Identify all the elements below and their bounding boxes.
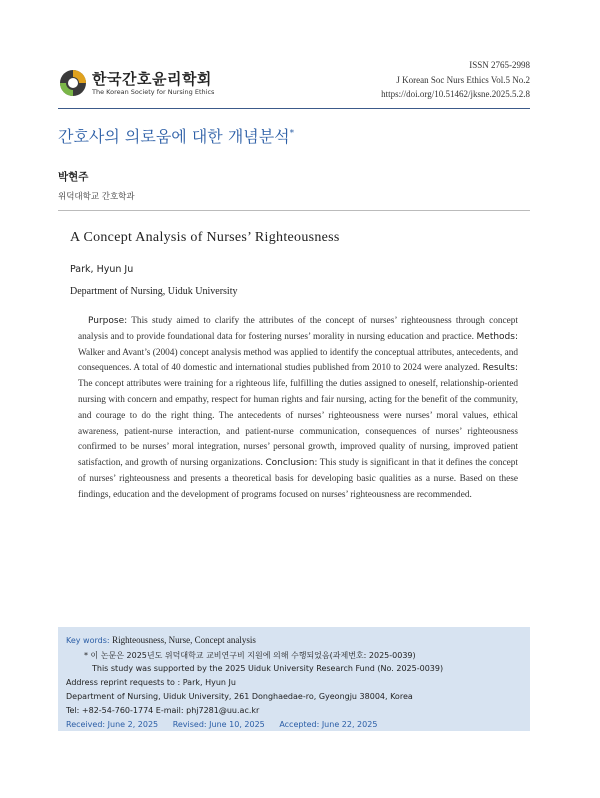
- author-address: Department of Nursing, Uiduk University, 261 Donghaedae-ro, Gyeongju 38004, Korea: [66, 692, 413, 701]
- section-divider: [58, 210, 530, 211]
- journal-citation: J Korean Soc Nurs Ethics Vol.5 No.2: [396, 74, 530, 85]
- keywords: [66, 635, 256, 645]
- methods-label: Methods:: [476, 331, 518, 342]
- keywords-value: Righteousness, Nurse, Concept analysis: [112, 635, 256, 645]
- article-footer: [58, 627, 530, 731]
- revised-date: Revised: June 10, 2025: [172, 720, 265, 729]
- purpose-label: Purpose:: [88, 316, 128, 326]
- keywords-label: Key words:: [66, 636, 110, 645]
- society-logo: [58, 66, 228, 106]
- results-text: The concept attributes were training for a righteous life, fulfilling the duties assigned to oneself, relationship-oriented nursing with concern and empathy, respect for human rights and fair nursing, acting for the benefit of the community, and courage to do the right thing. The antecedents of nurses’ righteousness were nurses’ moral values, ethical awareness, patient-nurse interaction, and patient-nurse communication, consequences of nurses’ righteousness confirmed to be nurses’ moral integration, nurses’ personal growth, improved quality of nursing, improved patient satisfaction, and growth of nursing organizations.: [78, 379, 518, 469]
- results-label: Results:: [482, 363, 518, 374]
- methods-text: Walker and Avant’s (2004) concept analysis method was applied to identify the conceptual attributes, antecedents, and consequences. A total of 40 domestic and international studies published from 2010 to 2024 were analyzed.: [78, 347, 518, 374]
- society-name-en: The Korean Society for Nursing Ethics: [92, 88, 215, 96]
- title-kr: [58, 124, 294, 147]
- accepted-date: Accepted: June 22, 2025: [279, 720, 378, 729]
- affiliation-kr: 위덕대학교 간호학과: [58, 192, 135, 202]
- doi-link[interactable]: https://doi.org/10.51462/jksne.2025.5.2.8: [381, 89, 530, 99]
- received-date: Received: June 2, 2025: [66, 720, 159, 729]
- affiliation-en: Department of Nursing, Uiduk University: [70, 286, 238, 297]
- journal-info: [381, 58, 530, 102]
- society-name-kr: 한국간호윤리학회: [92, 70, 212, 88]
- reprint-request: Address reprint requests to : Park, Hyun Ju: [66, 678, 236, 687]
- title-en: A Concept Analysis of Nurses’ Righteousness: [70, 230, 340, 245]
- title-kr-footnote-mark: *: [289, 128, 295, 139]
- author-contact: Tel: +82-54-760-1774 E-mail: phj7281@uu.ac.kr: [66, 706, 260, 715]
- purpose-text: This study aimed to clarify the attributes of the concept of nurses’ righteousness through concept analysis and to provide foundational data for fostering nurses’ morality in nursing education and practice.: [78, 316, 518, 342]
- society-logo-icon: [58, 68, 88, 98]
- article-dates: [66, 720, 389, 729]
- title-kr-text: 간호사의 의로움에 대한 개념분석: [58, 127, 290, 146]
- abstract: [78, 314, 518, 504]
- header-divider: [58, 108, 530, 109]
- issn: ISSN 2765-2998: [469, 60, 530, 70]
- author-en: Park, Hyun Ju: [70, 264, 134, 275]
- funding-kr: * 이 논문은 2025년도 위덕대학교 교비연구비 지원에 의해 수행되었음(과제번호: 2025-0039): [84, 651, 416, 660]
- author-kr: 박현주: [58, 171, 89, 183]
- conclusion-text: This study is significant in that it defines the concept of nurses’ righteousness and presents a theoretical basis for developing basic qualities as a nurse. Based on these findings, education and the development of programs focused on nurses’ righteousness are recommended.: [78, 458, 518, 500]
- conclusion-label: Conclusion:: [265, 458, 318, 469]
- funding-en: This study was supported by the 2025 Uiduk University Research Fund (No. 2025-0039): [92, 664, 444, 673]
